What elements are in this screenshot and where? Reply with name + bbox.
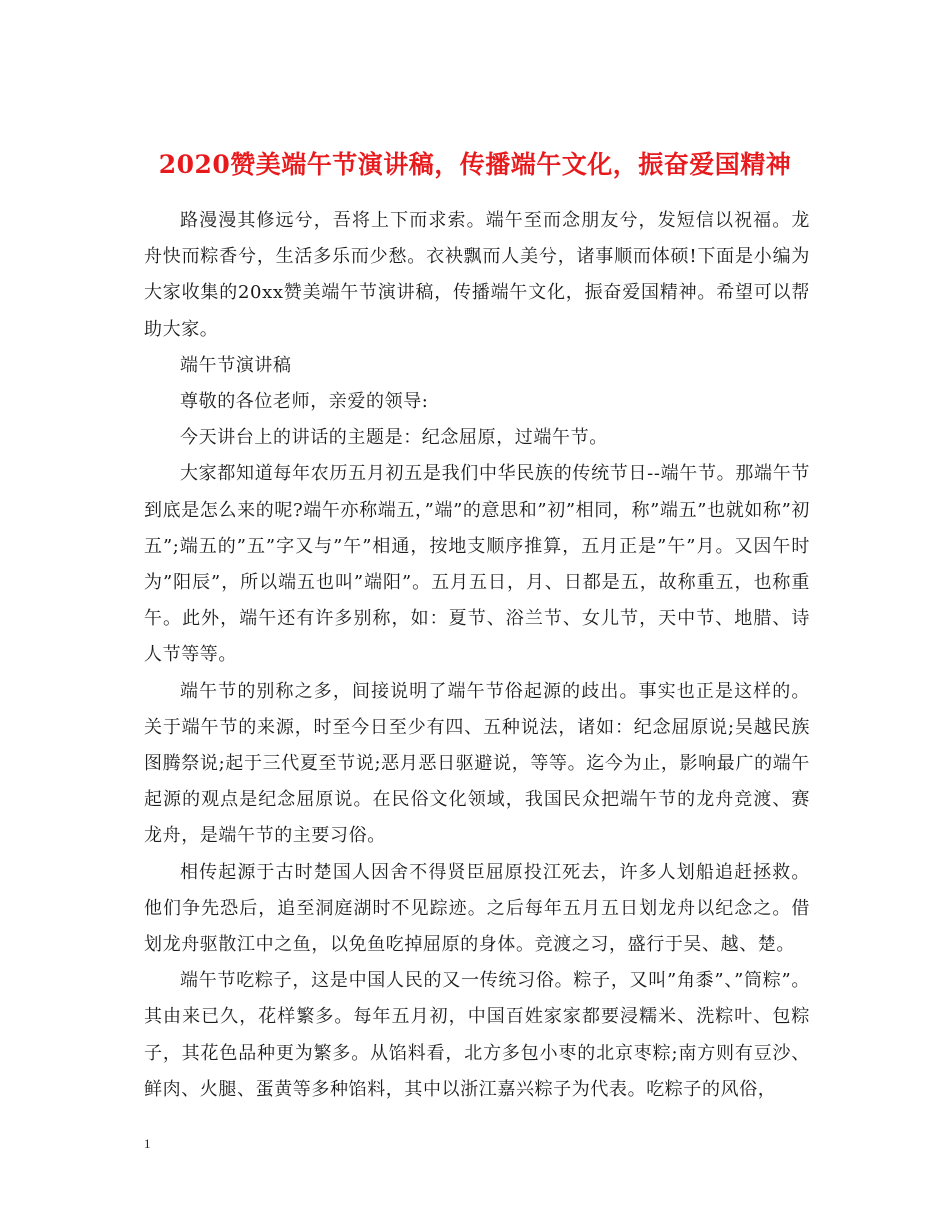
paragraph-speech-heading: 端午节演讲稿: [180, 354, 292, 376]
page-number: 1: [144, 1136, 151, 1151]
paragraph-origin-theories: 端午节的别称之多，间接说明了端午节俗起源的歧出。事实也正是这样的。关于端午节的来源，时至今日至少有四、五种说法，诸如：纪念屈原说;吴越民族图腾祭说;起于三代夏至节说;恶月恶日驱避说，等等。迄今为止，影响最广的端午起源的观点是纪念屈原说。在民俗文化领域，我国民众把端午节的龙舟竞渡、赛龙舟，是端午节的主要习俗。: [144, 680, 810, 847]
paragraph-dragon-boat: 相传起源于古时楚国人因舍不得贤臣屈原投江死去，许多人划船追赶拯救。他们争先恐后，追至洞庭湖时不见踪迹。之后每年五月五日划龙舟以纪念之。借划龙舟驱散江中之鱼，以免鱼吃掉屈原的身体。竞渡之习，盛行于吴、越、楚。: [144, 861, 810, 956]
paragraph-salutation: 尊敬的各位老师，亲爱的领导:: [180, 391, 429, 413]
paragraph-zongzi: 端午节吃粽子，这是中国人民的又一传统习俗。粽子，又叫”角黍”、”筒粽”。其由来已久，花样繁多。每年五月初，中国百姓家家都要浸糯米、洗粽叶、包粽子，其花色品种更为繁多。从馅料看，北方多包小枣的北京枣粽;南方则有豆沙、鲜肉、火腿、蛋黄等多种馅料，其中以浙江嘉兴粽子为代表。吃粽子的风俗，: [144, 970, 810, 1100]
paragraph-topic: 今天讲台上的讲话的主题是：纪念屈原，过端午节。: [180, 427, 608, 449]
document-title: 2020赞美端午节演讲稿，传播端午文化，振奋爱国精神: [158, 149, 792, 179]
document-body: [144, 203, 810, 1108]
paragraph-origin-name: 大家都知道每年农历五月初五是我们中华民族的传统节日--端午节。那端午节到底是怎么来的呢?端午亦称端五，”端”的意思和”初”相同，称”端五”也就如称”初五”;端五的”五”字又与”午”相通，按地支顺序推算，五月正是”午”月。又因午时为”阳辰”，所以端五也叫”端阳”。五月五日，月、日都是五，故称重五，也称重午。此外，端午还有许多别称，如：夏节、浴兰节、女儿节，天中节、地腊、诗人节等等。: [144, 463, 810, 666]
paragraph-intro: 路漫漫其修远兮，吾将上下而求索。端午至而念朋友兮，发短信以祝福。龙舟快而粽香兮，生活多乐而少愁。衣袂飘而人美兮，诸事顺而体硕!下面是小编为大家收集的20xx赞美端午节演讲稿，传播端午文化，振奋爱国精神。希望可以帮助大家。: [144, 210, 810, 340]
